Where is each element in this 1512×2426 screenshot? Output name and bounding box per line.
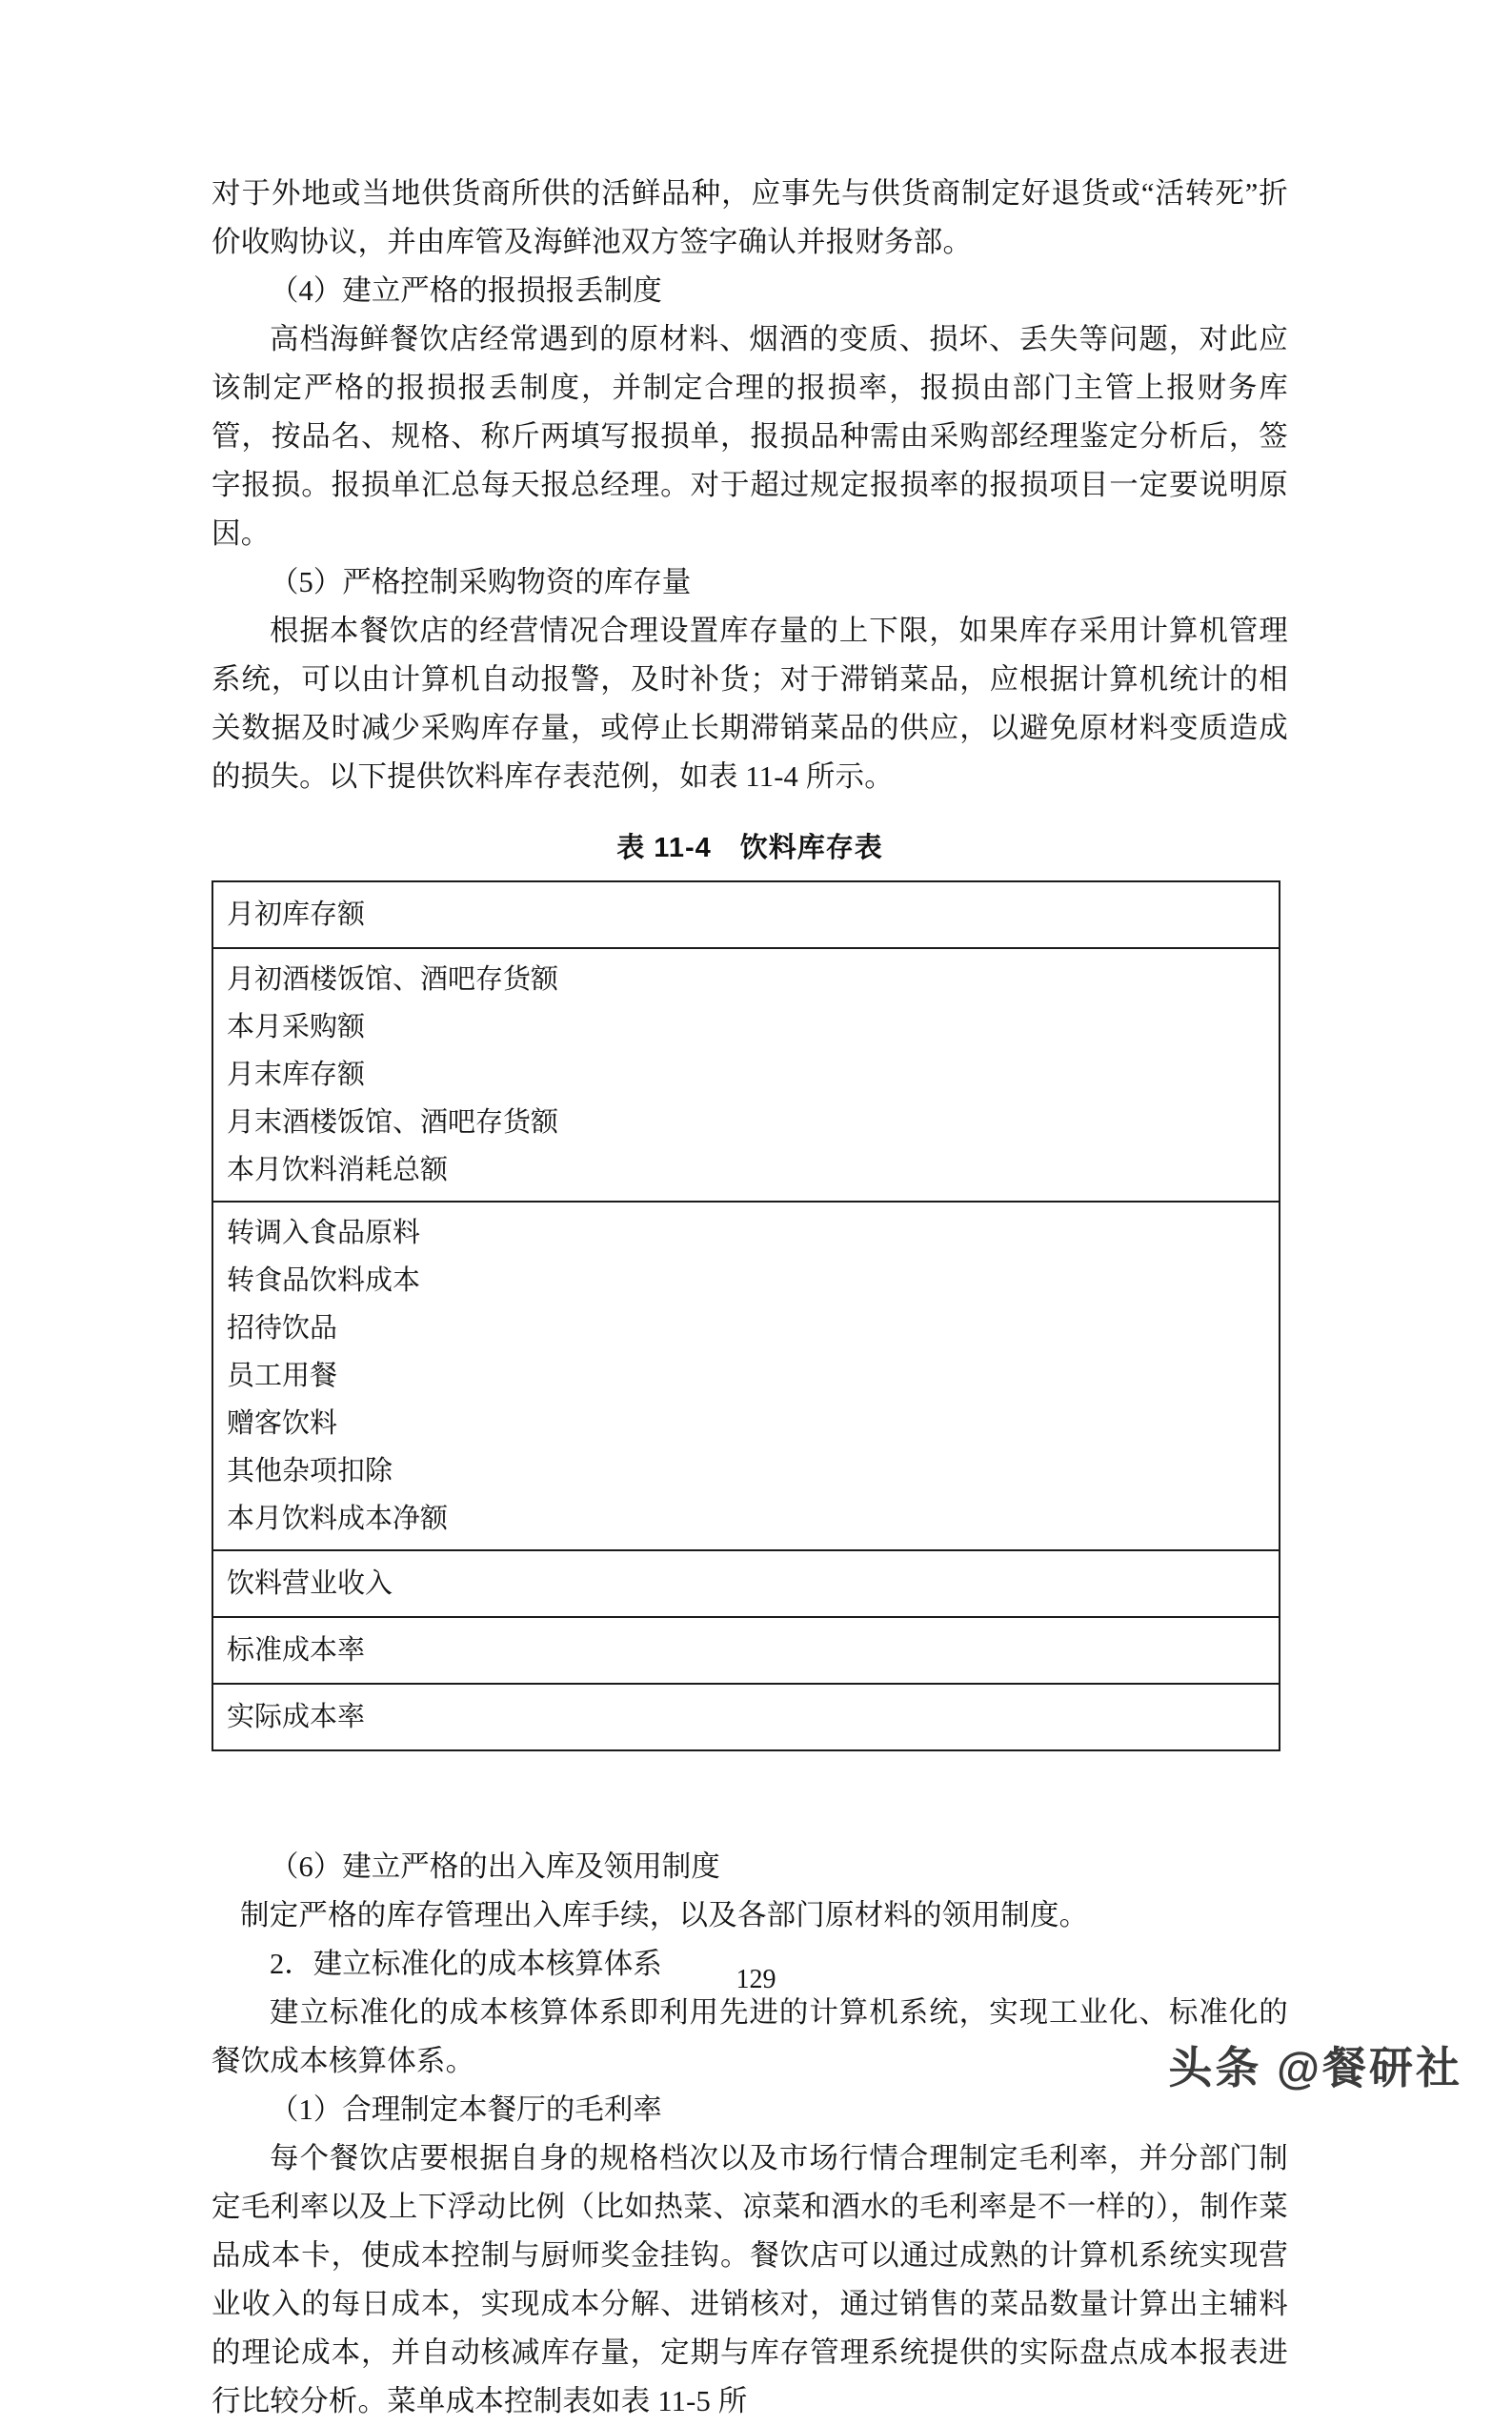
- watermark: 头条 @餐研社: [1168, 2043, 1462, 2092]
- table-group: [213, 1685, 1279, 1749]
- table-row: 月末酒楼饭馆、酒吧存货额: [227, 1107, 559, 1138]
- heading-item-6: （6）建立严格的出入库及领用制度: [270, 1850, 720, 1883]
- table-caption: 表 11-4 饮料库存表: [616, 833, 883, 863]
- table-row: 本月采购额: [227, 1012, 366, 1042]
- paragraph-4: 制定严格的库存管理出入库手续，以及各部门原材料的领用制度。: [240, 1899, 1089, 1931]
- heading-item-5: （5）严格控制采购物资的库存量: [270, 566, 692, 598]
- paragraph-2: 高档海鲜餐饮店经常遇到的原材料、烟酒的变质、损坏、丢失等问题，对此应该制定严格的报损报丢制度，并制定合理的报损率，报损由部门主管上报财务库管，按品名、规格、称斤两填写报损单，报损品种需由采购部经理鉴定分析后，签字报损。报损单汇总每天报总经理。对于超过规定报损率的报损项目一定要说明原因。: [212, 323, 1288, 550]
- paragraph-1: 对于外地或当地供货商所供的活鲜品种，应事先与供货商制定好退货或“活转死”折价收购协议，并由库管及海鲜池双方签字确认并报财务部。: [212, 177, 1288, 258]
- table-group: [213, 882, 1279, 949]
- table-row: 月末库存额: [227, 1060, 366, 1090]
- table-group: [213, 1551, 1279, 1618]
- table-row: 月初库存额: [227, 900, 366, 930]
- table-row: 转食品饮料成本: [227, 1265, 421, 1296]
- table-row: 本月饮料成本净额: [227, 1504, 449, 1534]
- paragraph-5: 建立标准化的成本核算体系即利用先进的计算机系统，实现工业化、标准化的餐饮成本核算体系。: [212, 1996, 1288, 2077]
- table-row: 招待饮品: [227, 1313, 338, 1344]
- beverage-inventory-table: [212, 880, 1280, 1751]
- heading-item-4: （4）建立严格的报损报丢制度: [270, 274, 662, 307]
- table-row: 转调入食品原料: [227, 1218, 421, 1248]
- table-row: 标准成本率: [227, 1635, 366, 1666]
- table-row: 员工用餐: [227, 1361, 338, 1391]
- spacer: [212, 1751, 1288, 1843]
- table-row: 月初酒楼饭馆、酒吧存货额: [227, 964, 559, 995]
- page-content: [212, 170, 1288, 2426]
- table-group: [213, 949, 1279, 1203]
- table-row: 实际成本率: [227, 1702, 366, 1732]
- table-row: 本月饮料消耗总额: [227, 1155, 449, 1185]
- heading-item-1: （1）合理制定本餐厅的毛利率: [270, 2093, 662, 2126]
- paragraph-6: 每个餐饮店要根据自身的规格档次以及市场行情合理制定毛利率，并分部门制定毛利率以及上下浮动比例（比如热菜、凉菜和酒水的毛利率是不一样的），制作菜品成本卡，使成本控制与厨师奖金挂钩。餐饮店可以通过成熟的计算机系统实现营业收入的每日成本，实现成本分解、进销核对，通过销售的菜品数量计算出主辅料的理论成本，并自动核减库存量，定期与库存管理系统提供的实际盘点成本报表进行比较分析。菜单成本控制表如表 11-5 所: [212, 2142, 1288, 2417]
- table-row: 饮料营业收入: [227, 1568, 393, 1599]
- table-group: [213, 1618, 1279, 1685]
- table-row: 赠客饮料: [227, 1408, 338, 1439]
- paragraph-3: 根据本餐饮店的经营情况合理设置库存量的上下限，如果库存采用计算机管理系统，可以由计算机自动报警，及时补货；对于滞销菜品，应根据计算机统计的相关数据及时减少采购库存量，或停止长期滞销菜品的供应，以避免原材料变质造成的损失。以下提供饮料库存表范例，如表 11-4 所示。: [212, 615, 1288, 793]
- table-group: [213, 1203, 1279, 1551]
- heading-section-2: 2．建立标准化的成本核算体系: [270, 1948, 662, 1980]
- page-number: 129: [736, 1965, 776, 1994]
- table-row: 其他杂项扣除: [227, 1456, 393, 1486]
